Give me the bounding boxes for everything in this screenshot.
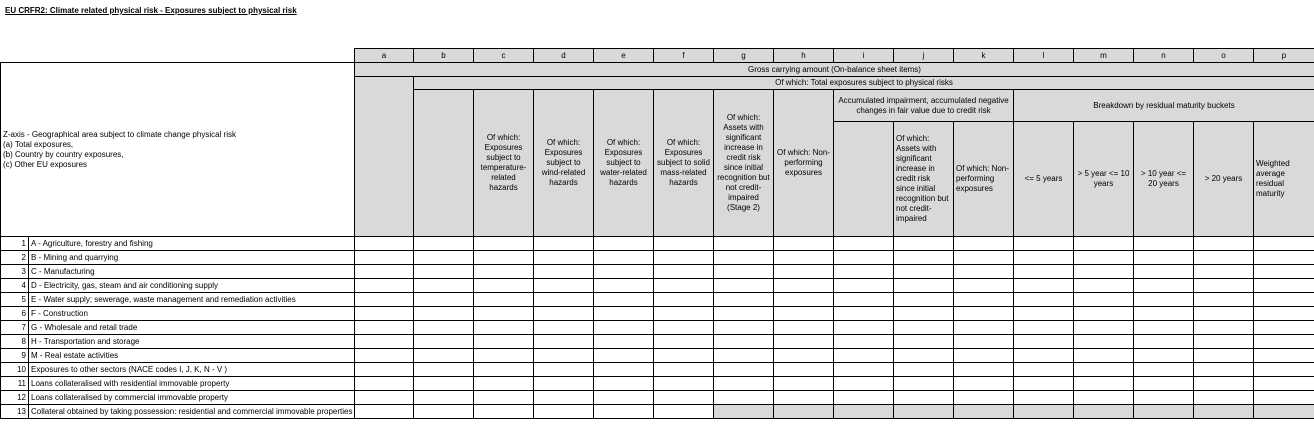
row-number: 12 (1, 391, 29, 405)
data-cell-e[interactable] (594, 335, 654, 349)
data-cell-a[interactable] (355, 279, 414, 293)
data-cell-o[interactable] (1194, 237, 1254, 251)
table-row (1, 293, 1314, 307)
data-cell-b[interactable] (414, 251, 474, 265)
table-row (1, 307, 1314, 321)
data-cell-m[interactable] (1074, 265, 1134, 279)
data-cell-d[interactable] (534, 293, 594, 307)
row-label: D - Electricity, gas, steam and air conditioning supply (29, 279, 355, 293)
data-cell-p[interactable] (1254, 251, 1314, 265)
data-cell-b[interactable] (414, 265, 474, 279)
data-cell-o[interactable] (1194, 363, 1254, 377)
data-cell-j[interactable] (894, 293, 954, 307)
table-row (1, 251, 1314, 265)
data-cell-h[interactable] (774, 377, 834, 391)
row-label: G - Wholesale and retail trade (29, 321, 355, 335)
data-cell-k[interactable] (954, 363, 1014, 377)
z-axis-option-c: (c) Other EU exposures (3, 159, 88, 169)
data-cell-d[interactable] (534, 335, 594, 349)
data-cell-p[interactable] (1254, 391, 1314, 405)
data-cell-b[interactable] (414, 279, 474, 293)
data-cell-b[interactable] (414, 349, 474, 363)
data-cell-a[interactable] (355, 349, 414, 363)
data-cell-n[interactable] (1134, 335, 1194, 349)
row-label: Exposures to other sectors (NACE codes I, J, K, N - V ) (29, 363, 355, 377)
data-cell-a[interactable] (355, 265, 414, 279)
table-row (1, 335, 1314, 349)
data-cell-c[interactable] (474, 307, 534, 321)
column-letter-l: l (1014, 49, 1074, 63)
data-cell-l[interactable] (1014, 363, 1074, 377)
column-letter-p: p (1254, 49, 1314, 63)
z-axis-title: Z-axis - Geographical area subject to climate change physical risk (3, 129, 236, 139)
row-label: Loans collateralised with residential immovable property (29, 377, 355, 391)
data-cell-a[interactable] (355, 377, 414, 391)
data-cell-m[interactable] (1074, 391, 1134, 405)
row-number: 3 (1, 265, 29, 279)
data-cell-n[interactable] (1134, 293, 1194, 307)
row-number: 2 (1, 251, 29, 265)
data-cell-n[interactable] (1134, 405, 1194, 419)
data-cell-p[interactable] (1254, 363, 1314, 377)
data-cell-p[interactable] (1254, 349, 1314, 363)
column-i-header-blank (834, 122, 894, 237)
data-cell-j[interactable] (894, 391, 954, 405)
data-cell-j[interactable] (894, 251, 954, 265)
data-cell-d[interactable] (534, 279, 594, 293)
z-axis-option-b: (b) Country by country exposures, (3, 149, 124, 159)
data-cell-d[interactable] (534, 251, 594, 265)
column-k-header: Of which: Non-performing exposures (954, 122, 1014, 237)
data-cell-f[interactable] (654, 251, 714, 265)
row-number: 9 (1, 349, 29, 363)
z-axis-header (1, 63, 355, 237)
data-cell-p[interactable] (1254, 377, 1314, 391)
data-cell-i[interactable] (834, 293, 894, 307)
data-cell-l[interactable] (1014, 237, 1074, 251)
data-cell-h[interactable] (774, 321, 834, 335)
row-number: 13 (1, 405, 29, 419)
column-letter-e: e (594, 49, 654, 63)
column-letter-n: n (1134, 49, 1194, 63)
data-cell-f[interactable] (654, 405, 714, 419)
data-cell-o[interactable] (1194, 349, 1254, 363)
data-cell-n[interactable] (1134, 237, 1194, 251)
row-label: Loans collateralised by commercial immovable property (29, 391, 355, 405)
column-j-header: Of which: Assets with significant increase in credit risk since initial recognition but not credit-impaired (894, 122, 954, 237)
row-number: 10 (1, 363, 29, 377)
data-cell-c[interactable] (474, 349, 534, 363)
column-letter-d: d (534, 49, 594, 63)
data-cell-i[interactable] (834, 405, 894, 419)
data-cell-h[interactable] (774, 279, 834, 293)
data-cell-l[interactable] (1014, 265, 1074, 279)
data-cell-m[interactable] (1074, 377, 1134, 391)
data-cell-g[interactable] (714, 405, 774, 419)
data-cell-c[interactable] (474, 391, 534, 405)
data-cell-f[interactable] (654, 335, 714, 349)
data-cell-n[interactable] (1134, 321, 1194, 335)
data-cell-i[interactable] (834, 377, 894, 391)
column-letter-k: k (954, 49, 1014, 63)
data-cell-p[interactable] (1254, 265, 1314, 279)
data-cell-f[interactable] (654, 391, 714, 405)
data-cell-a[interactable] (355, 391, 414, 405)
table-row (1, 237, 1314, 251)
data-cell-i[interactable] (834, 349, 894, 363)
data-cell-c[interactable] (474, 377, 534, 391)
table-row (1, 363, 1314, 377)
data-cell-o[interactable] (1194, 391, 1254, 405)
data-cell-e[interactable] (594, 363, 654, 377)
data-cell-h[interactable] (774, 307, 834, 321)
row-label: Collateral obtained by taking possession: residential and commercial immovable properties (29, 405, 355, 419)
data-cell-p[interactable] (1254, 293, 1314, 307)
data-cell-n[interactable] (1134, 251, 1194, 265)
data-cell-j[interactable] (894, 335, 954, 349)
column-letter-i: i (834, 49, 894, 63)
data-cell-m[interactable] (1074, 363, 1134, 377)
data-cell-a[interactable] (355, 293, 414, 307)
column-n-header: > 10 year <= 20 years (1134, 122, 1194, 237)
data-cell-g[interactable] (714, 335, 774, 349)
data-cell-l[interactable] (1014, 391, 1074, 405)
data-cell-n[interactable] (1134, 377, 1194, 391)
data-cell-j[interactable] (894, 307, 954, 321)
data-cell-g[interactable] (714, 237, 774, 251)
data-cell-m[interactable] (1074, 251, 1134, 265)
data-cell-j[interactable] (894, 349, 954, 363)
data-cell-o[interactable] (1194, 251, 1254, 265)
data-cell-l[interactable] (1014, 377, 1074, 391)
data-cell-e[interactable] (594, 279, 654, 293)
data-cell-i[interactable] (834, 363, 894, 377)
row-label: F - Construction (29, 307, 355, 321)
data-cell-o[interactable] (1194, 279, 1254, 293)
data-cell-h[interactable] (774, 265, 834, 279)
data-cell-d[interactable] (534, 363, 594, 377)
data-cell-i[interactable] (834, 237, 894, 251)
data-cell-b[interactable] (414, 307, 474, 321)
data-cell-g[interactable] (714, 363, 774, 377)
data-cell-g[interactable] (714, 391, 774, 405)
data-cell-m[interactable] (1074, 349, 1134, 363)
data-cell-e[interactable] (594, 349, 654, 363)
data-cell-m[interactable] (1074, 279, 1134, 293)
data-cell-n[interactable] (1134, 265, 1194, 279)
data-cell-k[interactable] (954, 335, 1014, 349)
data-cell-n[interactable] (1134, 307, 1194, 321)
page-title: EU CRFR2: Climate related physical risk - Exposures subject to physical risk (5, 6, 297, 15)
column-c-header: Of which: Exposures subject to temperature-related hazards (474, 90, 534, 237)
data-cell-n[interactable] (1134, 391, 1194, 405)
row-label: C - Manufacturing (29, 265, 355, 279)
accumulated-impairment-header: Accumulated impairment, accumulated negative changes in fair value due to credit risk (834, 90, 1014, 122)
data-cell-k[interactable] (954, 349, 1014, 363)
data-cell-m[interactable] (1074, 321, 1134, 335)
data-cell-l[interactable] (1014, 293, 1074, 307)
data-cell-l[interactable] (1014, 321, 1074, 335)
data-cell-j[interactable] (894, 237, 954, 251)
row-number: 6 (1, 307, 29, 321)
data-cell-h[interactable] (774, 293, 834, 307)
data-cell-b[interactable] (414, 405, 474, 419)
total-exposures-header: Of which: Total exposures subject to physical risks (414, 77, 1314, 90)
data-cell-k[interactable] (954, 307, 1014, 321)
data-cell-i[interactable] (834, 251, 894, 265)
column-p-header: Weighted average residual maturity (1254, 122, 1314, 237)
data-cell-c[interactable] (474, 279, 534, 293)
data-cell-p[interactable] (1254, 321, 1314, 335)
data-cell-a[interactable] (355, 237, 414, 251)
data-cell-k[interactable] (954, 321, 1014, 335)
data-cell-o[interactable] (1194, 335, 1254, 349)
data-cell-d[interactable] (534, 307, 594, 321)
data-cell-c[interactable] (474, 265, 534, 279)
table-row (1, 265, 1314, 279)
data-cell-a[interactable] (355, 405, 414, 419)
data-cell-d[interactable] (534, 265, 594, 279)
row-label: M - Real estate activities (29, 349, 355, 363)
data-cell-o[interactable] (1194, 405, 1254, 419)
column-e-header: Of which: Exposures subject to water-related hazards (594, 90, 654, 237)
data-cell-j[interactable] (894, 363, 954, 377)
data-cell-k[interactable] (954, 265, 1014, 279)
data-cell-b[interactable] (414, 377, 474, 391)
data-cell-h[interactable] (774, 363, 834, 377)
data-cell-k[interactable] (954, 377, 1014, 391)
data-cell-a[interactable] (355, 335, 414, 349)
column-m-header: > 5 year <= 10 years (1074, 122, 1134, 237)
data-cell-a[interactable] (355, 307, 414, 321)
data-cell-c[interactable] (474, 251, 534, 265)
data-cell-o[interactable] (1194, 265, 1254, 279)
data-cell-p[interactable] (1254, 335, 1314, 349)
data-cell-f[interactable] (654, 237, 714, 251)
table-row (1, 349, 1314, 363)
table-row (1, 321, 1314, 335)
column-h-header: Of which: Non-performing exposures (774, 90, 834, 237)
data-cell-p[interactable] (1254, 405, 1314, 419)
data-cell-e[interactable] (594, 321, 654, 335)
data-cell-g[interactable] (714, 265, 774, 279)
column-b-header-blank (414, 90, 474, 237)
corner-blank (1, 49, 355, 63)
data-cell-m[interactable] (1074, 307, 1134, 321)
table-body (1, 237, 1314, 419)
data-cell-e[interactable] (594, 391, 654, 405)
data-cell-e[interactable] (594, 307, 654, 321)
data-cell-e[interactable] (594, 377, 654, 391)
row-label: H - Transportation and storage (29, 335, 355, 349)
column-letter-b: b (414, 49, 474, 63)
z-axis-option-a: (a) Total exposures, (3, 139, 74, 149)
data-cell-n[interactable] (1134, 279, 1194, 293)
data-cell-c[interactable] (474, 293, 534, 307)
row-number: 4 (1, 279, 29, 293)
maturity-breakdown-header: Breakdown by residual maturity buckets (1014, 90, 1314, 122)
table-row (1, 391, 1314, 405)
data-cell-d[interactable] (534, 321, 594, 335)
data-cell-m[interactable] (1074, 405, 1134, 419)
data-cell-k[interactable] (954, 391, 1014, 405)
data-cell-l[interactable] (1014, 251, 1074, 265)
column-letter-o: o (1194, 49, 1254, 63)
row-number: 7 (1, 321, 29, 335)
column-a-header-blank (355, 77, 414, 237)
data-cell-e[interactable] (594, 237, 654, 251)
data-cell-l[interactable] (1014, 307, 1074, 321)
exposure-table (0, 48, 1314, 419)
data-cell-f[interactable] (654, 279, 714, 293)
data-cell-g[interactable] (714, 279, 774, 293)
data-cell-g[interactable] (714, 321, 774, 335)
data-cell-n[interactable] (1134, 363, 1194, 377)
data-cell-p[interactable] (1254, 307, 1314, 321)
data-cell-k[interactable] (954, 293, 1014, 307)
data-cell-o[interactable] (1194, 307, 1254, 321)
data-cell-k[interactable] (954, 237, 1014, 251)
data-cell-a[interactable] (355, 363, 414, 377)
data-cell-f[interactable] (654, 307, 714, 321)
data-cell-a[interactable] (355, 321, 414, 335)
column-letter-h: h (774, 49, 834, 63)
data-cell-c[interactable] (474, 363, 534, 377)
table-row (1, 405, 1314, 419)
data-cell-i[interactable] (834, 335, 894, 349)
data-cell-l[interactable] (1014, 349, 1074, 363)
row-label: E - Water supply; sewerage, waste management and remediation activities (29, 293, 355, 307)
column-l-header: <= 5 years (1014, 122, 1074, 237)
data-cell-m[interactable] (1074, 293, 1134, 307)
data-cell-f[interactable] (654, 377, 714, 391)
data-cell-h[interactable] (774, 335, 834, 349)
data-cell-e[interactable] (594, 293, 654, 307)
data-cell-c[interactable] (474, 237, 534, 251)
column-g-header: Of which: Assets with significant increase in credit risk since initial recognition but not credit-impaired (Stage 2) (714, 90, 774, 237)
table-row (1, 377, 1314, 391)
row-number: 11 (1, 377, 29, 391)
data-cell-d[interactable] (534, 391, 594, 405)
data-cell-b[interactable] (414, 335, 474, 349)
data-cell-i[interactable] (834, 391, 894, 405)
row-number: 1 (1, 237, 29, 251)
data-cell-i[interactable] (834, 321, 894, 335)
data-cell-l[interactable] (1014, 279, 1074, 293)
data-cell-i[interactable] (834, 279, 894, 293)
column-o-header: > 20 years (1194, 122, 1254, 237)
data-cell-o[interactable] (1194, 293, 1254, 307)
data-cell-k[interactable] (954, 405, 1014, 419)
data-cell-j[interactable] (894, 321, 954, 335)
data-cell-c[interactable] (474, 335, 534, 349)
data-cell-m[interactable] (1074, 335, 1134, 349)
column-d-header: Of which: Exposures subject to wind-related hazards (534, 90, 594, 237)
data-cell-g[interactable] (714, 251, 774, 265)
column-letter-m: m (1074, 49, 1134, 63)
column-letter-row (1, 49, 1314, 63)
data-cell-g[interactable] (714, 377, 774, 391)
data-cell-b[interactable] (414, 321, 474, 335)
data-cell-c[interactable] (474, 405, 534, 419)
data-cell-b[interactable] (414, 363, 474, 377)
data-cell-d[interactable] (534, 349, 594, 363)
data-cell-g[interactable] (714, 349, 774, 363)
row-number: 8 (1, 335, 29, 349)
data-cell-e[interactable] (594, 251, 654, 265)
data-cell-e[interactable] (594, 405, 654, 419)
data-cell-h[interactable] (774, 405, 834, 419)
data-cell-j[interactable] (894, 265, 954, 279)
data-cell-d[interactable] (534, 377, 594, 391)
data-cell-b[interactable] (414, 391, 474, 405)
data-cell-l[interactable] (1014, 335, 1074, 349)
data-cell-j[interactable] (894, 279, 954, 293)
column-letter-a: a (355, 49, 414, 63)
data-cell-m[interactable] (1074, 237, 1134, 251)
data-cell-h[interactable] (774, 237, 834, 251)
data-cell-l[interactable] (1014, 405, 1074, 419)
data-cell-f[interactable] (654, 349, 714, 363)
data-cell-n[interactable] (1134, 349, 1194, 363)
gross-carrying-header: Gross carrying amount (On-balance sheet items) (355, 63, 1314, 77)
data-cell-f[interactable] (654, 265, 714, 279)
data-cell-h[interactable] (774, 349, 834, 363)
data-cell-p[interactable] (1254, 237, 1314, 251)
data-cell-b[interactable] (414, 293, 474, 307)
column-letter-g: g (714, 49, 774, 63)
data-cell-h[interactable] (774, 391, 834, 405)
data-cell-h[interactable] (774, 251, 834, 265)
data-cell-o[interactable] (1194, 321, 1254, 335)
column-letter-c: c (474, 49, 534, 63)
data-cell-g[interactable] (714, 307, 774, 321)
data-cell-g[interactable] (714, 293, 774, 307)
data-cell-k[interactable] (954, 279, 1014, 293)
data-cell-c[interactable] (474, 321, 534, 335)
data-cell-o[interactable] (1194, 377, 1254, 391)
row-number: 5 (1, 293, 29, 307)
data-cell-k[interactable] (954, 251, 1014, 265)
data-cell-f[interactable] (654, 293, 714, 307)
data-cell-e[interactable] (594, 265, 654, 279)
row-label: A - Agriculture, forestry and fishing (29, 237, 355, 251)
data-cell-i[interactable] (834, 307, 894, 321)
column-letter-f: f (654, 49, 714, 63)
data-cell-d[interactable] (534, 405, 594, 419)
data-cell-d[interactable] (534, 237, 594, 251)
data-cell-f[interactable] (654, 363, 714, 377)
data-cell-b[interactable] (414, 237, 474, 251)
row-label: B - Mining and quarrying (29, 251, 355, 265)
column-f-header: Of which: Exposures subject to solid mass-related hazards (654, 90, 714, 237)
table-row (1, 279, 1314, 293)
data-cell-j[interactable] (894, 377, 954, 391)
data-cell-i[interactable] (834, 265, 894, 279)
data-cell-p[interactable] (1254, 279, 1314, 293)
data-cell-a[interactable] (355, 251, 414, 265)
column-letter-j: j (894, 49, 954, 63)
data-cell-f[interactable] (654, 321, 714, 335)
data-cell-j[interactable] (894, 405, 954, 419)
